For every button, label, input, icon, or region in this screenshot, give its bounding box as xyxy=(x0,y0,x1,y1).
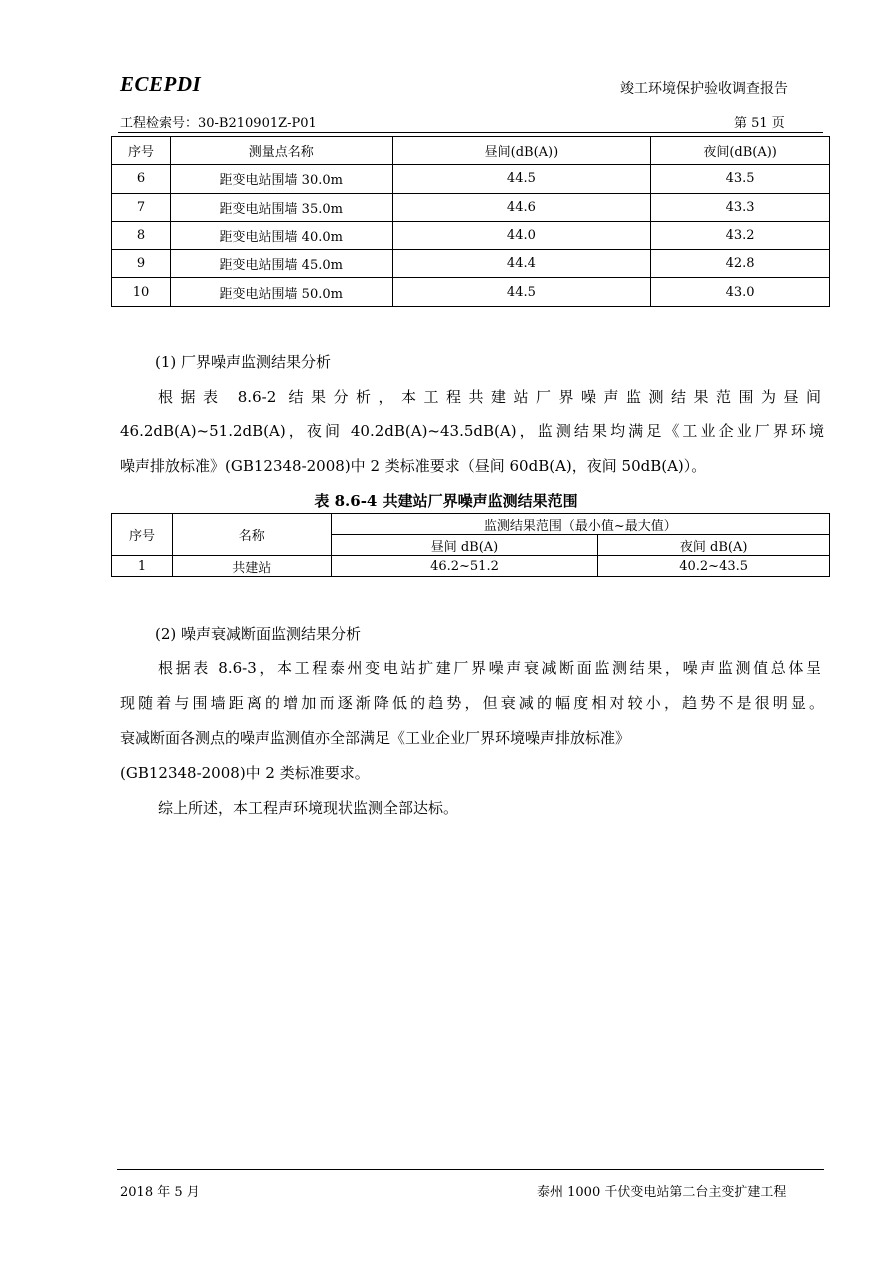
header-divider xyxy=(118,132,823,133)
table-cell: 43.0 xyxy=(651,278,830,306)
table-cell: 44.4 xyxy=(392,250,651,278)
boundary-noise-range-table xyxy=(111,513,830,577)
paragraph-line: 噪声排放标准》(GB12348-2008)中 2 类标准要求（昼间 60dB(A)，夜间 50dB(A)）。 xyxy=(120,457,707,475)
table-cell: 1 xyxy=(112,556,173,577)
company-logo: ECEPDI xyxy=(120,72,202,96)
table-cell: 40.2~43.5 xyxy=(598,556,830,577)
table-row xyxy=(112,165,830,193)
table-cell: 7 xyxy=(112,193,171,221)
table-cell: 44.0 xyxy=(392,221,651,249)
table-cell: 距变电站围墙 50.0m xyxy=(170,278,392,306)
table-cell: 8 xyxy=(112,221,171,249)
section-heading-boundary-noise: (1) 厂界噪声监测结果分析 xyxy=(155,353,332,371)
table-cell: 距变电站围墙 30.0m xyxy=(170,165,392,193)
paragraph-line: (GB12348-2008)中 2 类标准要求。 xyxy=(120,764,370,782)
table-row xyxy=(112,221,830,249)
paragraph-line: 46.2dB(A)~51.2dB(A)，夜间 40.2dB(A)~43.5dB(A)，监测结果均满足《工业企业厂界环境 xyxy=(120,422,824,440)
page-number: 第 51 页 xyxy=(734,116,785,131)
table-cell: 6 xyxy=(112,165,171,193)
column-header: 名称 xyxy=(172,514,331,556)
table-cell: 42.8 xyxy=(651,250,830,278)
table-header-row xyxy=(112,514,830,535)
table-cell: 距变电站围墙 45.0m xyxy=(170,250,392,278)
table-cell: 共建站 xyxy=(172,556,331,577)
table-cell: 43.2 xyxy=(651,221,830,249)
table-row xyxy=(112,278,830,306)
table-cell: 10 xyxy=(112,278,171,306)
section-heading-attenuation: (2) 噪声衰减断面监测结果分析 xyxy=(155,625,362,643)
column-header: 序号 xyxy=(112,514,173,556)
table-cell: 43.3 xyxy=(651,193,830,221)
table-cell: 44.6 xyxy=(392,193,651,221)
paragraph-line: 现随着与围墙距离的增加而逐渐降低的趋势，但衰减的幅度相对较小，趋势不是很明显。 xyxy=(120,694,824,712)
table-cell: 43.5 xyxy=(651,165,830,193)
table-cell: 44.5 xyxy=(392,278,651,306)
column-header: 夜间(dB(A)) xyxy=(651,137,830,165)
table-cell: 9 xyxy=(112,250,171,278)
column-header: 昼间(dB(A)) xyxy=(392,137,651,165)
column-header: 测量点名称 xyxy=(170,137,392,165)
retrieval-number: 工程检索号：30-B210901Z-P01 xyxy=(120,116,317,131)
table-row xyxy=(112,193,830,221)
table-header-row xyxy=(112,137,830,165)
noise-attenuation-table xyxy=(111,136,830,307)
table-cell: 46.2~51.2 xyxy=(331,556,598,577)
conclusion-line: 综上所述，本工程声环境现状监测全部达标。 xyxy=(158,799,459,817)
footer-date: 2018 年 5 月 xyxy=(120,1185,200,1200)
table-cell: 距变电站围墙 35.0m xyxy=(170,193,392,221)
paragraph-line: 衰减断面各测点的噪声监测值亦全部满足《工业企业厂界环境噪声排放标准》 xyxy=(120,729,631,747)
paragraph-line: 根据表 8.6-2 结果分析，本工程共建站厂界噪声监测结果范围为昼间 xyxy=(158,388,821,406)
table-cell: 距变电站围墙 40.0m xyxy=(170,221,392,249)
table-caption: 表 8.6-4 共建站厂界噪声监测结果范围 xyxy=(314,492,578,510)
column-header: 监测结果范围（最小值~最大值） xyxy=(331,514,829,535)
column-header: 昼间 dB(A) xyxy=(331,535,598,556)
paragraph-line: 根据表 8.6-3，本工程泰州变电站扩建厂界噪声衰减断面监测结果，噪声监测值总体呈 xyxy=(158,659,821,677)
footer-project-name: 泰州 1000 千伏变电站第二台主变扩建工程 xyxy=(537,1185,787,1200)
column-header: 夜间 dB(A) xyxy=(598,535,830,556)
footer-divider xyxy=(117,1169,824,1170)
table-cell: 44.5 xyxy=(392,165,651,193)
table-row xyxy=(112,250,830,278)
table-row xyxy=(112,556,830,577)
column-header: 序号 xyxy=(112,137,171,165)
report-title: 竣工环境保护验收调查报告 xyxy=(620,81,788,97)
